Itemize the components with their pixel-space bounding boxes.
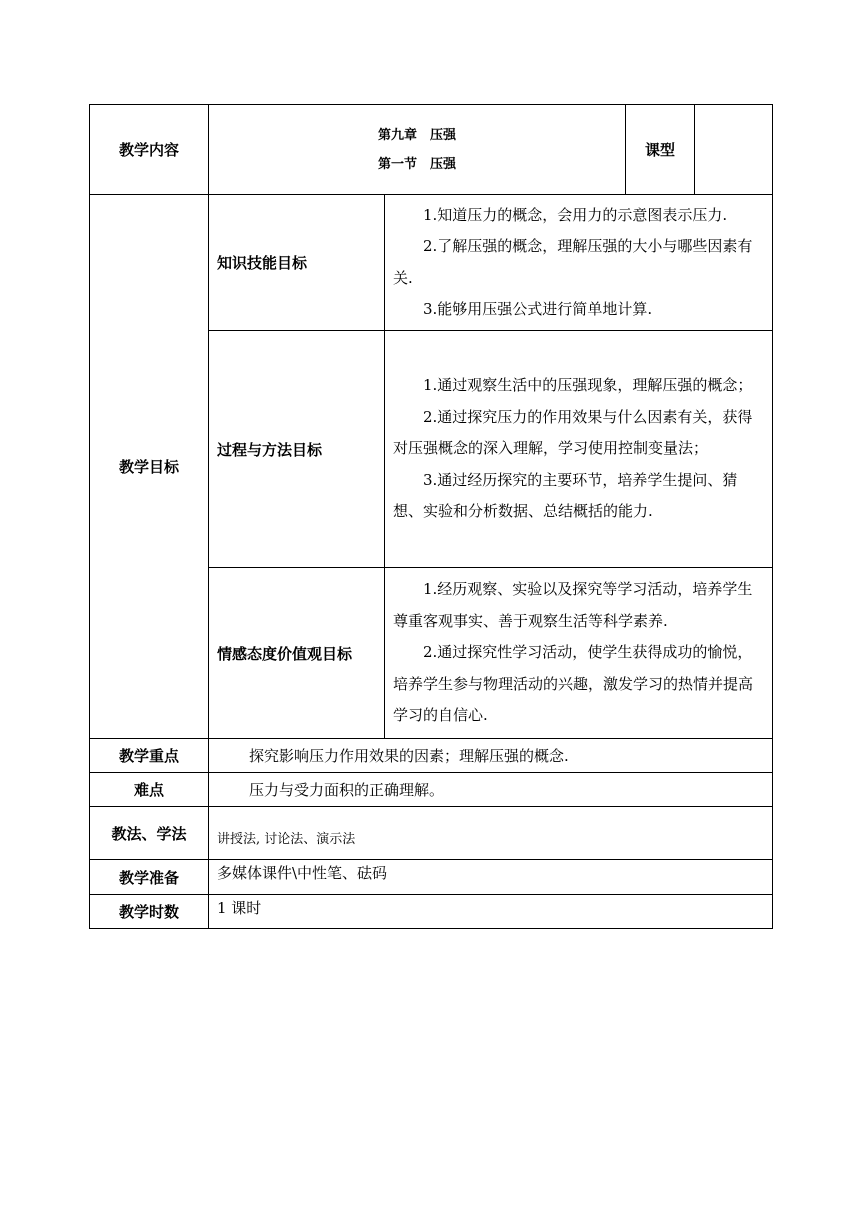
- preparation-label: 教学准备: [90, 860, 209, 895]
- emotion-content: [385, 568, 773, 739]
- methods-row: [90, 807, 773, 860]
- knowledge-item: 3.能够用压强公式进行简单地计算.: [423, 300, 653, 318]
- knowledge-row: [90, 195, 773, 331]
- hours-value: 1 课时: [209, 895, 773, 929]
- methods-label: 教法、学法: [90, 807, 209, 860]
- difficulty-row: [90, 773, 773, 807]
- hours-row: [90, 895, 773, 929]
- type-label: 课型: [626, 105, 695, 195]
- lesson-plan-table: [89, 104, 773, 929]
- objectives-label: 教学目标: [90, 195, 209, 739]
- difficulty-label: 难点: [90, 773, 209, 807]
- knowledge-label: 知识技能目标: [209, 195, 385, 331]
- preparation-row: [90, 860, 773, 895]
- process-item: 1.通过观察生活中的压强现象，理解压强的概念；: [423, 376, 753, 395]
- emotion-item: 1.经历观察、实验以及探究等学习活动，培养学生尊重客观事实、善于观察生活等科学素养.: [393, 580, 753, 630]
- methods-value: 讲授法, 讨论法、演示法: [209, 807, 773, 860]
- process-item: 2.通过探究压力的作用效果与什么因素有关，获得对压强概念的深入理解，学习使用控制变量法；: [393, 407, 753, 458]
- knowledge-item: 2.了解压强的概念，理解压强的大小与哪些因素有关.: [393, 237, 753, 287]
- key-points-label: 教学重点: [90, 739, 209, 773]
- key-points-value: 探究影响压力作用效果的因素；理解压强的概念.: [209, 739, 773, 773]
- lesson-title-cell: [209, 105, 626, 195]
- process-item: 3.通过经历探究的主要环节，培养学生提问、猜想、实验和分析数据、总结概括的能力.: [393, 470, 738, 521]
- process-content: [385, 331, 773, 568]
- preparation-value: 多媒体课件\中性笔、砝码: [209, 860, 773, 895]
- emotion-label: 情感态度价值观目标: [209, 568, 385, 739]
- chapter-title: 第九章 压强: [378, 127, 457, 143]
- knowledge-item: 1.知道压力的概念，会用力的示意图表示压力.: [423, 205, 728, 224]
- knowledge-content: [385, 195, 773, 331]
- type-value: [695, 105, 773, 195]
- content-label: 教学内容: [90, 105, 209, 195]
- section-title: 第一节 压强: [378, 156, 457, 172]
- difficulty-value: 压力与受力面积的正确理解。: [209, 773, 773, 807]
- emotion-item: 2.通过探究性学习活动，使学生获得成功的愉悦，培养学生参与物理活动的兴趣，激发学习的热情并提高学习的自信心.: [393, 643, 754, 725]
- process-label: 过程与方法目标: [209, 331, 385, 568]
- hours-label: 教学时数: [90, 895, 209, 929]
- header-row: [90, 105, 773, 195]
- key-points-row: [90, 739, 773, 773]
